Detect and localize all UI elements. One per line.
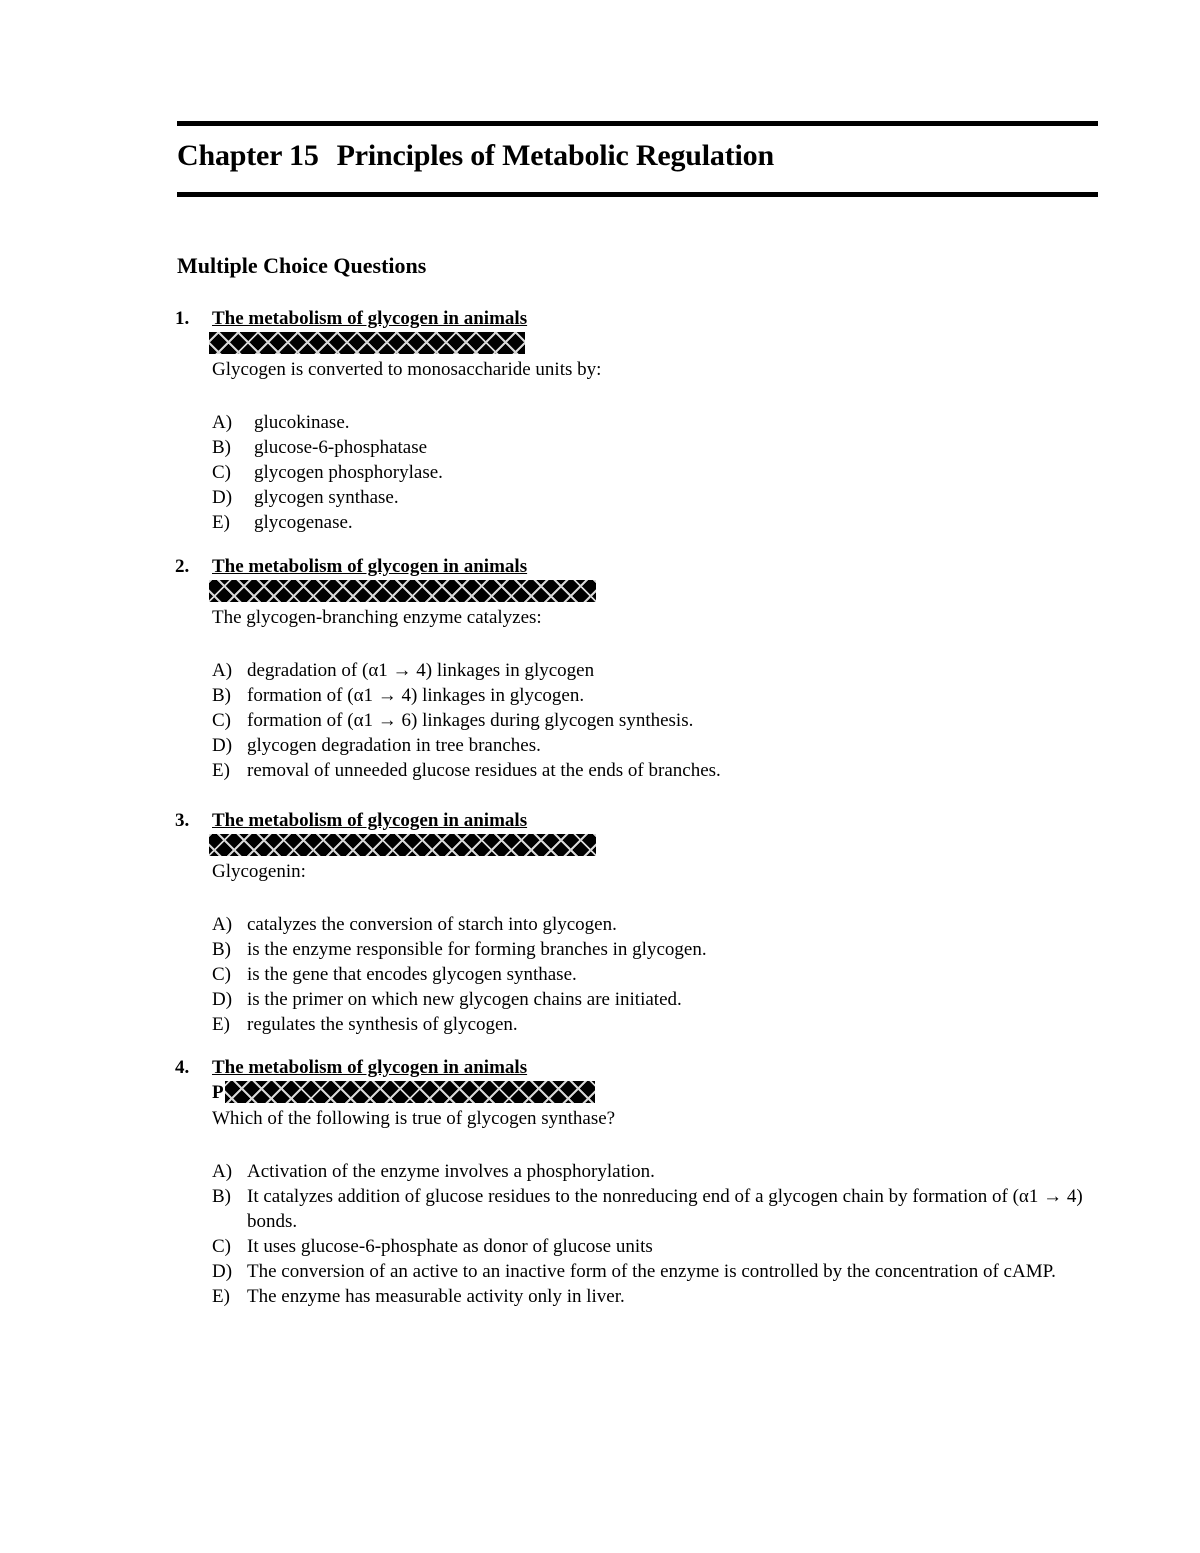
option-text: is the primer on which new glycogen chains are initiated. <box>247 989 682 1010</box>
question-topic: The metabolism of glycogen in animals <box>212 308 528 329</box>
answer-option <box>212 485 1092 510</box>
question-topic: The metabolism of glycogen in animals <box>212 556 528 577</box>
answer-option <box>212 1184 1092 1234</box>
option-text: catalyzes the conversion of starch into glycogen. <box>247 914 617 935</box>
question-stem: Which of the following is true of glycogen synthase? <box>212 1108 616 1129</box>
option-text: formation of (α1 → 6) linkages during glycogen synthesis. <box>247 710 694 731</box>
option-text: formation of (α1 → 4) linkages in glycogen. <box>247 685 585 706</box>
option-letter: A) <box>212 412 233 433</box>
option-letter: D) <box>212 989 233 1010</box>
option-letter: C) <box>212 462 231 483</box>
answer-option <box>212 1259 1092 1284</box>
answer-option <box>212 1284 1092 1309</box>
question-topic: The metabolism of glycogen in animals <box>212 810 528 831</box>
option-text: is the enzyme responsible for forming branches in glycogen. <box>247 939 707 960</box>
answer-option <box>212 435 1092 460</box>
option-letter: A) <box>212 914 233 935</box>
question-number: 2. <box>175 556 190 577</box>
answer-option <box>212 658 1092 683</box>
question-number: 4. <box>175 1057 190 1078</box>
option-text: glycogen degradation in tree branches. <box>247 735 541 756</box>
redaction-block <box>209 332 525 354</box>
redaction-block <box>209 580 596 602</box>
answer-options <box>212 1159 1092 1309</box>
option-text: The conversion of an active to an inactive form of the enzyme is controlled by the concentration of cAMP. <box>247 1261 1056 1282</box>
question-topic: The metabolism of glycogen in animals <box>212 1057 528 1078</box>
question-number: 1. <box>175 308 190 329</box>
option-letter: D) <box>212 487 233 508</box>
option-letter: E) <box>212 1014 230 1035</box>
section-heading: Multiple Choice Questions <box>177 253 427 278</box>
answer-option <box>212 683 1092 708</box>
chapter-title <box>177 141 774 171</box>
question-stem: The glycogen-branching enzyme catalyzes: <box>212 607 542 628</box>
option-letter: A) <box>212 1161 233 1182</box>
option-letter: E) <box>212 512 230 533</box>
option-letter: C) <box>212 1236 231 1257</box>
redaction-block <box>209 834 596 856</box>
option-text: glucose-6-phosphatase <box>254 437 428 458</box>
option-text: is the gene that encodes glycogen synthase. <box>247 964 577 985</box>
option-text: degradation of (α1 → 4) linkages in glycogen <box>247 660 595 681</box>
redaction-block <box>225 1081 595 1103</box>
redaction-partial-letter: P <box>212 1082 224 1103</box>
answer-option <box>212 937 1092 962</box>
answer-option <box>212 1159 1092 1184</box>
answer-option <box>212 1012 1092 1037</box>
option-letter: C) <box>212 710 231 731</box>
answer-options <box>212 912 1092 1037</box>
option-letter: E) <box>212 760 230 781</box>
answer-option <box>212 510 1092 535</box>
option-text: Activation of the enzyme involves a phosphorylation. <box>247 1161 655 1182</box>
option-text: removal of unneeded glucose residues at the ends of branches. <box>247 760 721 781</box>
bottom-rule <box>177 192 1098 197</box>
option-text: It catalyzes addition of glucose residues to the nonreducing end of a glycogen chain by formation of (α1 → 4) bonds. <box>247 1186 1083 1232</box>
option-letter: A) <box>212 660 233 681</box>
option-text: glucokinase. <box>254 412 350 433</box>
option-text: The enzyme has measurable activity only in liver. <box>247 1286 625 1307</box>
answer-options <box>212 658 1092 783</box>
answer-option <box>212 962 1092 987</box>
answer-option <box>212 410 1092 435</box>
option-text: glycogen phosphorylase. <box>254 462 443 483</box>
top-rule <box>177 121 1098 126</box>
question-stem: Glycogen is converted to monosaccharide units by: <box>212 359 602 380</box>
option-text: glycogen synthase. <box>254 487 399 508</box>
option-letter: B) <box>212 437 231 458</box>
option-letter: D) <box>212 1261 233 1282</box>
answer-option <box>212 1234 1092 1259</box>
answer-option <box>212 912 1092 937</box>
option-letter: C) <box>212 964 231 985</box>
answer-option <box>212 733 1092 758</box>
chapter-number: Chapter 15 <box>177 139 319 172</box>
chapter-name: Principles of Metabolic Regulation <box>336 139 774 172</box>
answer-option <box>212 708 1092 733</box>
option-text: It uses glucose-6-phosphate as donor of glucose units <box>247 1236 653 1257</box>
option-letter: B) <box>212 685 231 706</box>
question-number: 3. <box>175 810 190 831</box>
option-letter: B) <box>212 1186 231 1207</box>
answer-option <box>212 460 1092 485</box>
answer-option <box>212 758 1092 783</box>
option-letter: E) <box>212 1286 230 1307</box>
question-stem: Glycogenin: <box>212 861 306 882</box>
option-text: glycogenase. <box>254 512 353 533</box>
option-letter: D) <box>212 735 233 756</box>
answer-option <box>212 987 1092 1012</box>
option-letter: B) <box>212 939 231 960</box>
option-text: regulates the synthesis of glycogen. <box>247 1014 518 1035</box>
answer-options <box>212 410 1092 535</box>
